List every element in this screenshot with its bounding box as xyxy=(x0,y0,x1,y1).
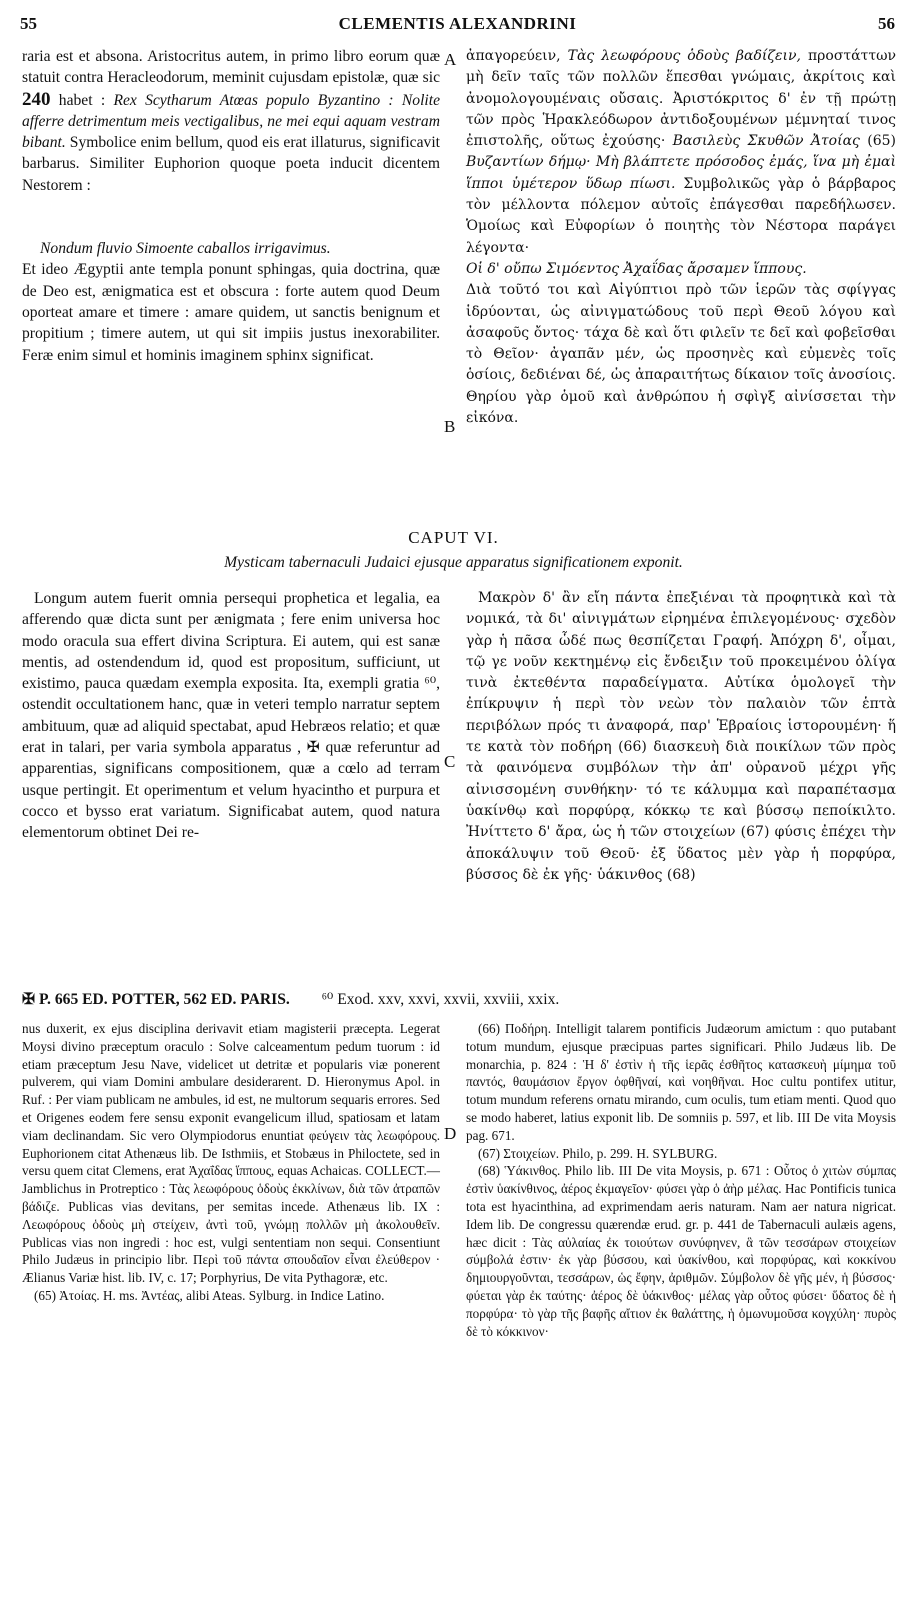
notes-column-left xyxy=(22,1020,440,1305)
greek-text: ἀπαγορεύειν, xyxy=(466,48,568,64)
margin-letter-c: C xyxy=(444,752,456,771)
running-head xyxy=(20,14,895,42)
greek-text: (65) xyxy=(859,133,896,150)
latin-paragraph-1 xyxy=(22,46,440,196)
greek-quote: Βασιλεὺς Σκυθῶν Ἀτοίας xyxy=(672,133,860,150)
latin-text: habet : xyxy=(50,91,114,109)
greek-column-top xyxy=(466,46,896,429)
latin-column-top xyxy=(22,46,440,366)
greek-quote: Τὰς λεωφόρους ὁδοὺς βαδίζειν, xyxy=(567,48,801,64)
latin-quote: Rex Scytharum Atœas populo Byzantino : Nolite afferre detrimentum meis vectigalibus, ne mei equi aquam vestram bibant. xyxy=(22,91,440,152)
running-title: CLEMENTIS ALEXANDRINI xyxy=(338,14,577,33)
greek-text: προστάττων μὴ δεῖν ταῖς τῶν πολλῶν ἕπεσθαι γνώμαις, ἀκρίτοις καὶ ἀνομολογουμέναις οὔσαις. Ἀριστόκριτος δ' ἐν τῇ πρώτῃ τῶν πρὸς Ἡρακλεόδωρον ἀντιδοξουμένων μέμνηταί τινος ἐπιστολῆς, οὕτως ἐχούσης· xyxy=(466,48,896,150)
latin-paragraph-2: Et ideo Ægyptii ante templa ponunt sphingas, quia doctrina, quæ de Deo est, ænigmatica est et obscura : forte autem quod Deum oporteat amare et timere : amare quidem, ut sanctis benignum et propitium ; timere autem, ut qui sit impiis justus inexorabiliter. Feræ enim simul et hominis imaginem sphinx significat. xyxy=(22,261,440,364)
note-68: (68) Ὑάκινθος. Philo lib. III De vita Moysis, p. 671 : Οὗτος ὁ χιτὼν σύμπας ἐστὶν ὑακίνθινος, ἀέρος ἐκμαγεῖον· φύσει γὰρ ὁ ἀὴρ μέλας. Hac Pontificis tunica tota est hyacinthina, ad exprimendam aeris naturam. Nam aer natura nigricat. Idem lib. De congressu quærendæ erud. gr. p. 441 de Tabernaculi aulæis agens, hæc dicit : Τὰς αὐλαίας ἐκ τοιούτων συνύφηνεν, ἃ τῶν τεσσάρων στοιχείων σύμβολά ἐστιν· ἐκ γὰρ βύσσου, καὶ ὑακίνθου, καὶ πορφύρας, καὶ κοκκίνου δημιουργοῦνται, τεσσάρων, ὡς ἔφην, ἀριθμῶν. Σύμβολον δὲ γῆς μέν, ἡ βύσσος· φύεται γὰρ ἐκ ταύτης· ἀέρος δὲ ὑάκινθος· μέλας γὰρ οὗτος φύσει· ὕδατος δὲ ἡ πορφύρα· τὸ γὰρ τῆς βαφῆς αἴτιον ἐκ θαλάττης, ἡ ὁμωνυμοῦσα κογχύλη· πυρὸς δὲ τὸ κόκκινον· xyxy=(466,1163,896,1339)
greek-column-middle xyxy=(466,588,896,886)
chapter-title: CAPUT VI. xyxy=(408,528,499,547)
greek-verse: Οἱ δ' οὔπω Σιμόεντος Ἀχαΐδας ἄρσαμεν ἵππους. xyxy=(466,260,807,277)
chapter-subtitle: Mysticam tabernaculi Judaici ejusque apparatus significationem exponit. xyxy=(224,554,683,571)
greek-paragraph-1 xyxy=(466,46,896,259)
edition-pages: ✠ P. 665 ED. POTTER, 562 ED. PARIS. xyxy=(22,991,290,1008)
latin-text: Symbolice enim bellum, quod eis erat illaturus, significavit barbarus. Similiter Euphorion quoque poeta inducit dicentem Nestorem : xyxy=(22,134,440,194)
latin-text: raria est et absona. Aristocritus autem, in primo libro eorum quæ statuit contra Heracleodorum, meminit cujusdam epistolæ, quæ sic xyxy=(22,48,440,87)
greek-quote: Βυζαντίων δήμῳ· Μὴ βλάπτετε πρόσοδος ἐμάς, ἵνα μὴ ἐμαὶ ἵπποι ὑμέτερον ὕδωρ πίωσι. xyxy=(466,154,896,192)
edition-reference xyxy=(22,990,892,1009)
margin-letter-d: D xyxy=(444,1124,457,1143)
greek-text: Συμβολικῶς γὰρ ὁ βάρβαρος τὸν μέλλοντα πόλεμον αὐτοῖς ἐπάγεσθαι παρεδήλωσεν. Ὁμοίως καὶ Εὐφορίων ὁ ποιητὴς τὸν Νέστορα παράγει λέγοντα· xyxy=(466,175,896,256)
margin-letter-b: B xyxy=(444,417,456,436)
margin-letter-a: A xyxy=(444,50,457,69)
note-paragraph: nus duxerit, ex ejus disciplina derivavit etiam magisterii præcepta. Legerat Moysi divino præceptum oraculo : Solve calceamentum pedum tuorum : id etiam præceptum Jesu Nave, videlicet ut detritæ et popularis viæ ponerent pulverem, qui viam Domini ambulare desiderarent. D. Hieronymus Apol. in Ruf. : Per viam publicam ne ambules, id est, ne multorum sequaris errores. Sed et Origenes eodem fere sensu exponit evangelicum illud, spatiosam et latam viam declinandam. Sic vero Olympiodorus enuntiat φεύγειν τὰς λεωφόρους. Euphorionem citat Athenæus lib. De Isthmiis, et Stobæus in Philoctete, sed in versu quem citat Clemens, erat Ἀχαΐδας ἵππους, equas Achaicas. COLLECT.—Jamblichus in Protreptico : Τὰς λεωφόρους ὁδοὺς ἐκκλίνων, διὰ τῶν ἀτραπῶν βάδιζε. Publicas vias devitans, per semitas incede. Athenæus lib. IX : Λεωφόρους ὁδοὺς μὴ στείχειν, ἀντὶ τοῦ, γνώμῃ πολλῶν μὴ ἀκολουθεῖν. Publicas vias non ingredi : hoc est, vulgi sententiam non sequi. Consentiunt Philo Judæus in principio libr. Περὶ τοῦ πάντα σπουδαῖον εἶναι ἐλεύθερον · Ælianus Variæ hist. lib. IV, c. 17; Porphyrius, De vita Pythagoræ, etc. xyxy=(22,1021,440,1286)
greek-paragraph-3: Μακρὸν δ' ἂν εἴη πάντα ἐπεξιέναι τὰ προφητικὰ καὶ τὰ νομικά, τὰ δι' αἰνιγμάτων εἰρημένα ἐπιλεγομένους· σχεδὸν γὰρ ἡ πᾶσα ὧδέ πως θεσπίζεται Γραφή. Ἀπόχρη δ', οἶμαι, τῷ γε νοῦν κεκτημένῳ εἰς ἔνδειξιν τοῦ προκειμένου ὀλίγα τινὰ ἐκτεθέντα παραδείγματα. Αὐτίκα ὁμολογεῖ τὴν ἐπίκρυψιν ἡ περὶ τὸν νεὼν τὸν παλαιὸν τῶν ἑπτὰ περιβόλων πρός τι ἀναφορά, παρ' Ἑβραίοις ἱστορουμένη· ἥ τε κατὰ τὸν ποδήρη (66) διασκευὴ διὰ ποικίλων τῶν πρὸς τὰ φαινόμενα συμβόλων τὴν ἀπ' οὐρανοῦ μέχρι γῆς αἰνισσομένη συνθήκην· τό τε κάλυμμα καὶ παραπέτασμα ὑακίνθῳ καὶ πορφύρᾳ, κόκκῳ τε καὶ βύσσῳ πεποίκιλτο. Ἠνίττετο δ' ἄρα, ὡς ἡ τῶν στοιχείων (67) φύσις ἐπέχει τὴν ἀποκάλυψιν τοῦ Θεοῦ· ἐξ ὕδατος μὲν γὰρ ἡ πορφύρα, βύσσος δὲ ἐκ γῆς· ὑάκινθος (68) xyxy=(466,590,896,883)
notes-column-right xyxy=(466,1020,896,1340)
latin-verse: Nondum fluvio Simoente caballos irrigavimus. xyxy=(40,240,331,258)
page-number-right: 56 xyxy=(878,14,895,33)
latin-column-middle xyxy=(22,588,440,844)
greek-paragraph-2: Διὰ τοῦτό τοι καὶ Αἰγύπτιοι πρὸ τῶν ἱερῶν τὰς σφίγγας ἱδρύονται, ὡς αἰνιγματώδους τοῦ περὶ Θεοῦ λόγου καὶ ἀσαφοῦς ὄντος· τάχα δὲ καὶ ὅτι φιλεῖν τε δεῖ καὶ φοβεῖσθαι τὸ Θεῖον· ἀγαπᾶν μέν, ὡς προσηνὲς καὶ εὐμενὲς τοῖς ὁσίοις, δεδιέναι δέ, ὡς ἀπαραιτήτως δίκαιον τοῖς ἀνοσίοις. Θηρίου γὰρ ὁμοῦ καὶ ἀνθρώπου ἡ σφὶγξ αἰνίσσεται τὴν εἰκόνα. xyxy=(466,282,896,427)
page-number-left: 55 xyxy=(20,14,37,33)
latin-paragraph-3: Longum autem fuerit omnia persequi prophetica et legalia, ea afferendo quæ dicta sunt per ænigmata ; fere enim universa hoc modo oracula sua effert divina Scriptura. Ei autem, qui est sanæ mentis, ad ostendendum id, quod est propositum, sufficiunt, ut existimo, pauca quædam exempla exposita. Ita, exempli gratia ⁶⁰, ostendit occultationem hanc, quæ in veteri templo narratur septem ambituum, quæ ad aliquid spectabat, apud Hebræos relatio; et quæ erat in talari, per varia symbola apparatus , ✠ quæ referuntur ad apparentias, significans compositionem, quæ a cœlo ad terram usque pertingit. Et operimentum et velum hyacintho et purpura et cocco et bysso erat variatum. Significabat autem, quod natura elementorum obtinet Dei re- xyxy=(22,590,440,842)
scripture-reference: ⁶⁰ Exod. xxv, xxvi, xxvii, xxviii, xxix. xyxy=(321,991,560,1008)
note-66: (66) Ποδήρη. Intelligit talarem pontificis Judæorum amictum : quo putabant totum mundum, ejusque præcipuas partes significari. Philo Judæus lib. De monarchia, p. 824 : Ἡ δ' ἐστὶν ἡ τῆς ἱερᾶς ἐσθῆτος κατασκευὴ μίμημα τοῦ παντός, θαυμάσιον ἔργον ὀφθῆναί, καὶ νοηθῆναι. Hoc cultu pontifex utitur, totum mundum referens ornatu mirando, cum oculis, tum etiam menti. Quod quo se modo haberet, latius exponit lib. De somniis p. 597, et lib. III De vita Moysis pag. 671. xyxy=(466,1021,896,1143)
column-number: 240 xyxy=(22,88,51,110)
note-65: (65) Ἀτοίας. H. ms. Ἀντέας, alibi Ateas. Sylburg. in Indice Latino. xyxy=(34,1287,385,1303)
note-67: (67) Στοιχείων. Philo, p. 299. H. SYLBURG. xyxy=(478,1145,718,1161)
